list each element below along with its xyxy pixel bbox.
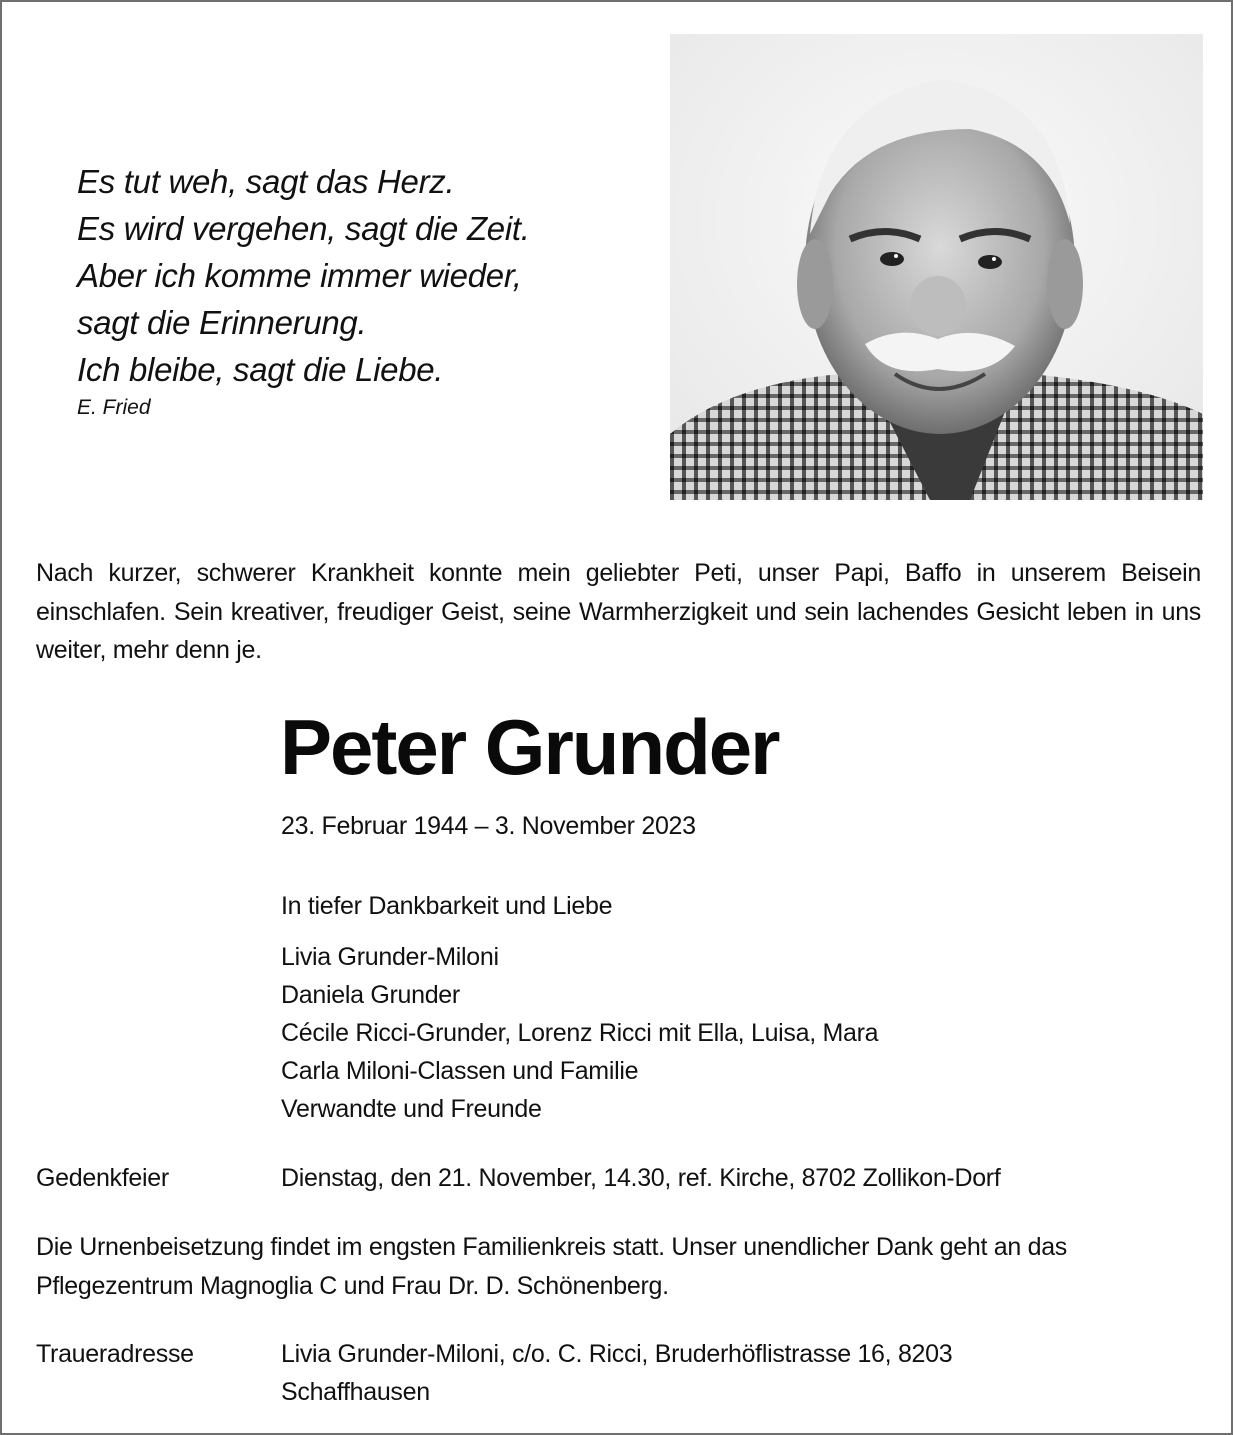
- poem-line: sagt die Erinnerung.: [77, 304, 367, 341]
- mourners-list: [281, 938, 878, 1128]
- address-details: [281, 1335, 952, 1411]
- mourner: Carla Miloni-Classen und Familie: [281, 1057, 639, 1085]
- thanks-line: In tiefer Dankbarkeit und Liebe: [281, 892, 613, 920]
- poem-line: Es tut weh, sagt das Herz.: [77, 163, 455, 200]
- poem-line: Es wird vergehen, sagt die Zeit.: [77, 210, 530, 247]
- mourner: Verwandte und Freunde: [281, 1095, 542, 1123]
- mourner: Livia Grunder-Miloni: [281, 943, 499, 971]
- address-label: Traueradresse: [36, 1340, 194, 1368]
- memorial-details: Dienstag, den 21. November, 14.30, ref. Kirche, 8702 Zollikon-Dorf: [281, 1164, 1001, 1192]
- address-line-2: Schaffhausen: [281, 1378, 430, 1406]
- poem-line: Ich bleibe, sagt die Liebe.: [77, 351, 444, 388]
- portrait-illustration: [670, 34, 1203, 500]
- address-line-1: Livia Grunder-Miloni, c/o. C. Ricci, Bruderhöflistrasse 16, 8203: [281, 1340, 953, 1368]
- poem-author: E. Fried: [77, 396, 151, 419]
- memorial-label: Gedenkfeier: [36, 1164, 169, 1192]
- poem-line: Aber ich komme immer wieder,: [77, 257, 522, 294]
- deceased-name: Peter Grunder: [280, 703, 779, 791]
- life-dates: 23. Februar 1944 – 3. November 2023: [281, 812, 696, 840]
- closing-paragraph: Die Urnenbeisetzung findet im engsten Familienkreis statt. Unser unendlicher Dank geht an das Pflegezentrum Magnoglia C und Frau Dr. D. Schönenberg.: [36, 1233, 1067, 1300]
- poem: [77, 158, 530, 421]
- intro-paragraph: Nach kurzer, schwerer Krankheit konnte mein geliebter Peti, unser Papi, Baffo in unserem Beisein einschlafen. Sein kreativer, freudiger Geist, seine Warmherzigkeit und sein lachendes Gesicht leben in uns weiter, mehr denn je.: [36, 559, 1201, 664]
- portrait-photo: [670, 34, 1203, 500]
- mourner: Daniela Grunder: [281, 981, 460, 1009]
- mourner: Cécile Ricci-Grunder, Lorenz Ricci mit Ella, Luisa, Mara: [281, 1019, 879, 1047]
